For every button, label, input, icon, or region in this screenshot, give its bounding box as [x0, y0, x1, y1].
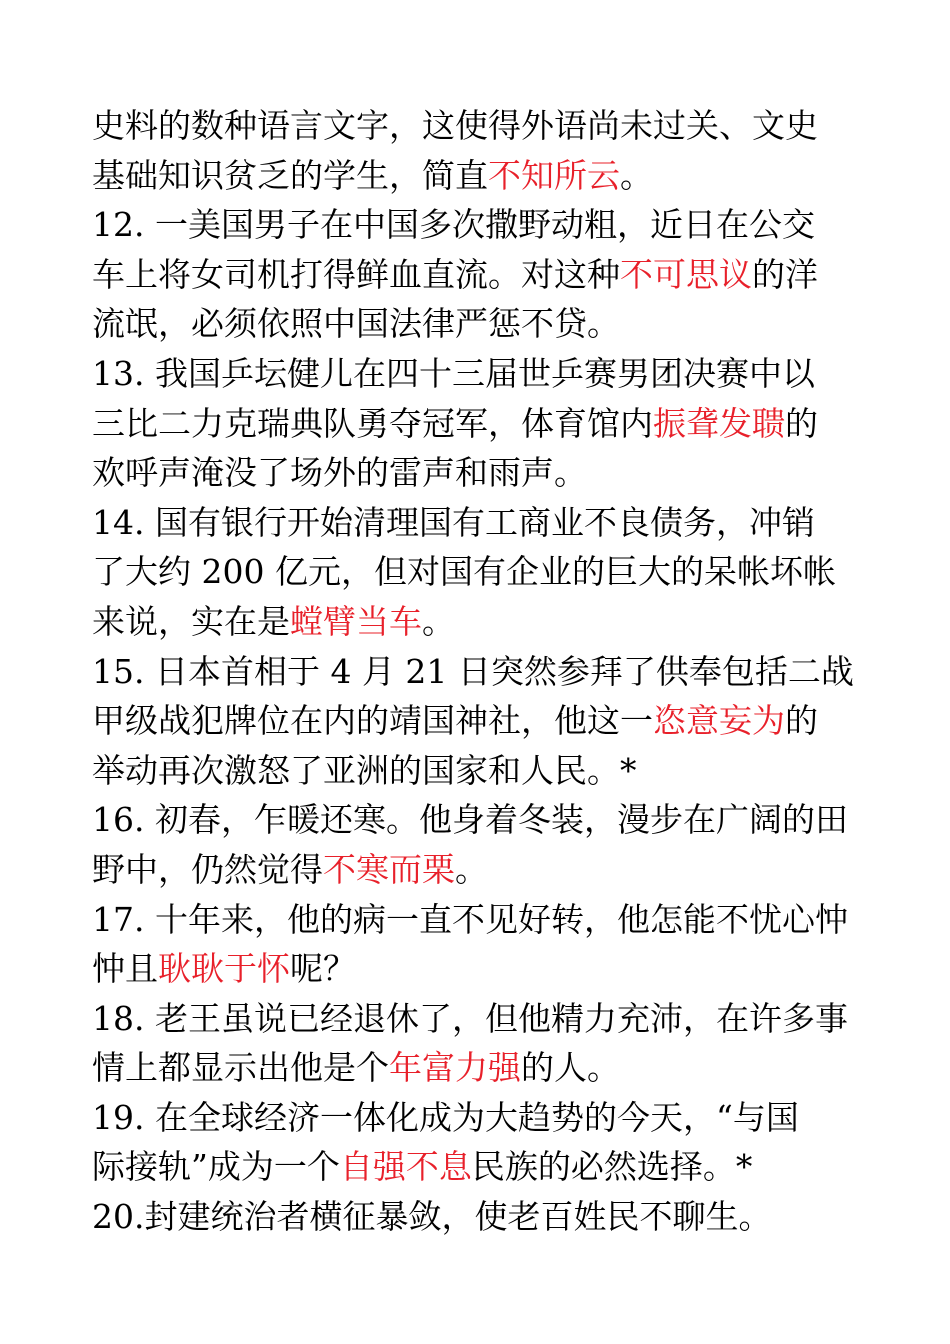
text-run: 17. 十年来，他的病一直不见好转，他怎能不忧心忡: [92, 899, 848, 939]
text-run: 13. 我国乒坛健儿在四十三届世乒赛男团决赛中以: [92, 353, 815, 393]
text-line-03: [92, 200, 862, 250]
highlighted-idiom: 不寒而栗: [323, 849, 455, 889]
text-run: 的人。: [521, 1048, 620, 1088]
text-run: 史料的数种语言文字，这使得外语尚未过关、文史: [92, 106, 818, 145]
text-run: 举动再次激怒了亚洲的国家和人民。*: [92, 750, 637, 790]
text-run: 的: [785, 403, 818, 443]
highlighted-idiom: 振聋发聩: [653, 403, 785, 443]
text-run: 流氓，必须依照中国法律严惩不贷。: [92, 304, 620, 344]
text-line-23: [92, 1192, 862, 1242]
text-run: 呢？: [290, 949, 356, 989]
text-run: 。: [620, 155, 653, 195]
text-run: 14. 国有银行开始清理国有工商业不良债务，冲销: [92, 502, 815, 542]
highlighted-idiom: 年富力强: [389, 1048, 521, 1088]
text-run: 16. 初春，乍暖还寒。他身着冬装，漫步在广阔的田: [92, 800, 848, 840]
text-run: 民族的必然选择。*: [471, 1147, 753, 1187]
text-run: 的: [785, 701, 818, 741]
highlighted-idiom: 自强不息: [339, 1147, 472, 1187]
text-line-10: [92, 547, 862, 597]
text-run: 甲级战犯牌位在内的靖国神社，他这一: [92, 701, 653, 741]
text-line-17: [92, 895, 862, 945]
text-line-12: [92, 647, 862, 697]
text-line-07: [92, 399, 862, 449]
highlighted-idiom: 耿耿于怀: [158, 949, 290, 989]
text-line-04: [92, 250, 862, 300]
highlighted-idiom: 恣意妄为: [653, 701, 785, 741]
text-line-08: [92, 448, 862, 498]
text-run: 忡且: [92, 949, 158, 989]
text-run: 20.封建统治者横征暴敛，使老百姓民不聊生。: [92, 1197, 772, 1237]
highlighted-idiom: 螳臂当车: [290, 601, 422, 641]
text-run: 15. 日本首相于 4 月 21 日突然参拜了供奉包括二战: [92, 651, 854, 691]
document-page: [92, 101, 862, 1242]
text-line-02: [92, 151, 862, 201]
text-run: 了大约 200 亿元，但对国有企业的巨大的呆帐坏帐: [92, 552, 836, 592]
text-run: 19. 在全球经济一体化成为大趋势的今天，“与国: [92, 1097, 799, 1137]
text-run: 。: [422, 601, 455, 641]
text-line-14: [92, 746, 862, 796]
highlighted-idiom: 不知所云: [488, 155, 620, 195]
highlighted-idiom: 不可思议: [620, 254, 752, 294]
text-run: 际接轨”成为一个: [92, 1147, 340, 1187]
text-line-05: [92, 299, 862, 349]
text-line-15: [92, 795, 862, 845]
text-run: 12. 一美国男子在中国多次撒野动粗，近日在公交: [92, 205, 815, 245]
text-line-20: [92, 1043, 862, 1093]
text-line-19: [92, 994, 862, 1044]
text-run: 基础知识贫乏的学生，简直: [92, 155, 488, 195]
text-run: 来说，实在是: [92, 601, 290, 641]
text-line-09: [92, 498, 862, 548]
text-line-22: [92, 1142, 862, 1192]
text-line-01: [92, 101, 862, 151]
text-line-11: [92, 597, 862, 647]
text-line-18: [92, 944, 862, 994]
text-line-21: [92, 1093, 862, 1143]
text-run: 车上将女司机打得鲜血直流。对这种: [92, 254, 620, 294]
text-line-16: [92, 845, 862, 895]
text-run: 的洋: [752, 254, 818, 294]
text-run: 野中，仍然觉得: [92, 849, 323, 889]
text-run: 18. 老王虽说已经退休了，但他精力充沛，在许多事: [92, 998, 848, 1038]
text-line-13: [92, 696, 862, 746]
text-run: 。: [455, 849, 488, 889]
text-run: 欢呼声淹没了场外的雷声和雨声。: [92, 453, 587, 493]
text-line-06: [92, 349, 862, 399]
text-run: 三比二力克瑞典队勇夺冠军，体育馆内: [92, 403, 653, 443]
text-run: 情上都显示出他是个: [92, 1048, 389, 1088]
